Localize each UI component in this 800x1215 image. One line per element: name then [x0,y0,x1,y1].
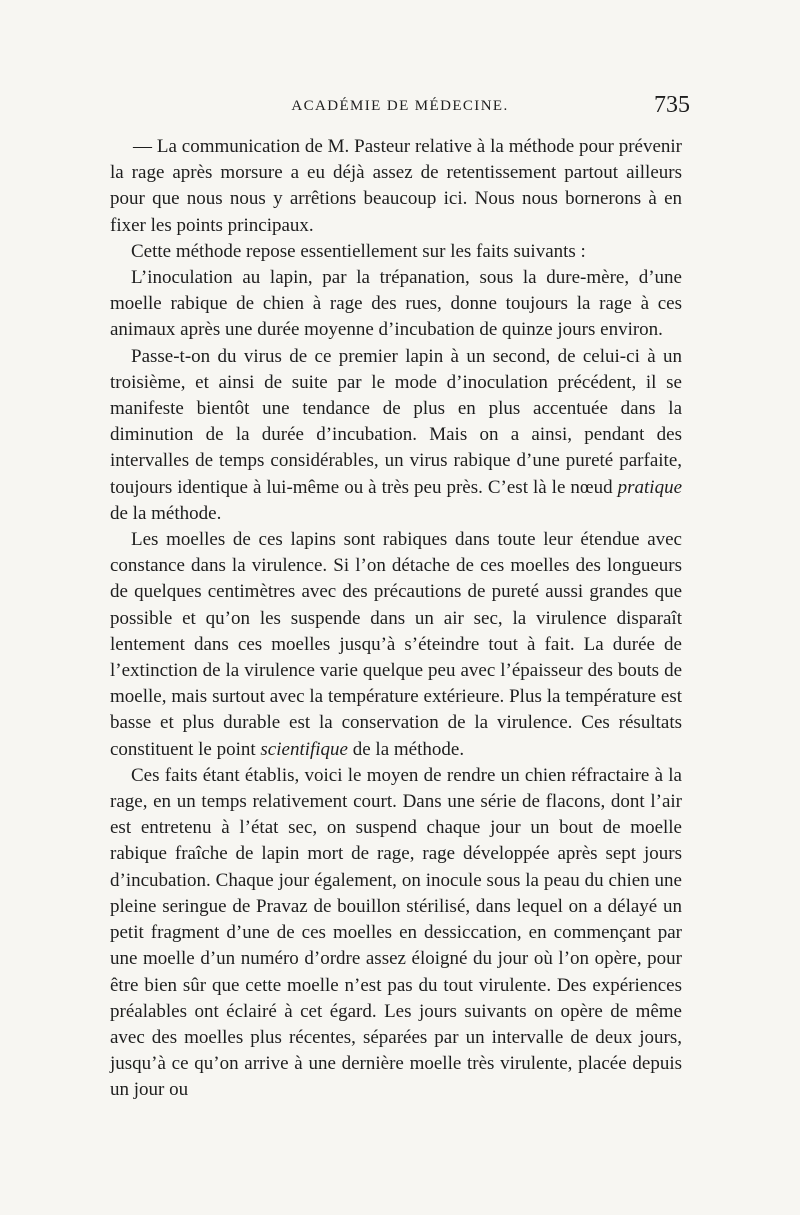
running-title: ACADÉMIE DE MÉDECINE. [291,98,509,114]
paragraph-communication: — La communication de M. Pasteur relative à la méthode pour prévenir la rage après morsure a eu déjà assez de retentissement partout ailleurs pour que nous nous y arrêtions beaucoup ici. Nous nous bornerons à en fixer les points principaux. [110,136,682,236]
paragraph-marrows-end: de la méthode. [352,738,465,760]
paragraph-passage-noeud: nœud [570,476,613,498]
paragraph-inoculation: L’inoculation au lapin, par la trépanation, sous la dure-mère, d’une moelle rabique de chien à rage des rues, donne toujours la rage à ces animaux après une durée moyenne d’incubation de quinze jours environ. [110,267,682,341]
paragraph-passage-text: Passe-t-on du virus de ce premier lapin à un second, de celui-ci à un troisième, et ainsi de suite par le mode d’inoculation précédent, il se manifeste bientôt une tendance de plus en plus accentuée dans la diminution de la durée d’incubation. Mais on a ainsi, pendant des intervalles de temps considérables, un virus rabique d’une pureté parfaite, toujours identique à lui-même ou à très peu près. C’est là le [110,345,682,498]
paragraph-marrows [110,527,682,763]
emphasis-pratique: pratique [617,476,683,498]
paragraph-marrows-text: Les moelles de ces lapins sont rabiques dans toute leur étendue avec constance dans la virulence. Si l’on détache de ces moelles des longueurs de quelques centimètres avec des précautions de pureté aussi grandes que possible et qu’on les suspende dans un air sec, la virulence disparaît lentement dans ces moelles jusqu’à s’éteindre tout à fait. La durée de l’extinction de la virulence varie quelque peu avec l’épaisseur des bouts de moelle, mais surtout avec la température extérieure. Plus la température est basse et plus durable est la conservation de la virulence. Ces résultats constituent le point [110,529,682,760]
body-text [110,134,682,1104]
paragraph-passage [110,344,682,527]
paragraph-passage-end: de la méthode. [110,502,222,524]
paragraph-method-basis: Cette méthode repose essentiellement sur les faits suivants : [131,240,586,262]
paragraph-procedure: Ces faits étant établis, voici le moyen de rendre un chien réfractaire à la rage, en un temps relativement court. Dans une série de flacons, dont l’air est entretenu à l’état sec, on suspend chaque jour un bout de moelle rabique fraîche de lapin mort de rage, rage développée après sept jours d’incubation. Chaque jour également, on inocule sous la peau du chien une pleine seringue de Pravaz de bouillon stérilisé, dans lequel on a délayé un petit fragment d’une de ces moelles en dessiccation, en commençant par une moelle d’un numéro d’ordre assez éloigné du jour où l’on opère, pour être bien sûr que cette moelle n’est pas du tout virulente. Des expériences préalables ont éclairé à cet égard. Les jours suivants on opère de même avec des moelles plus récentes, séparées par un intervalle de deux jours, jusqu’à ce qu’on arrive à une dernière moelle très virulente, placée depuis un jour ou [110,764,682,1101]
running-header [110,92,690,126]
page-number: 735 [654,92,690,118]
emphasis-scientifique: scientifique [260,738,348,760]
